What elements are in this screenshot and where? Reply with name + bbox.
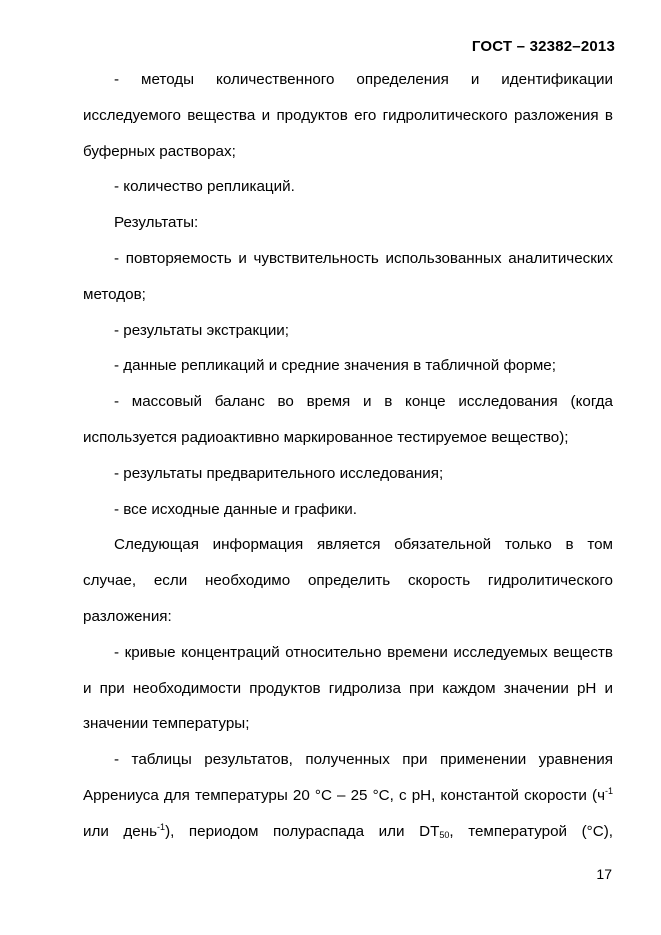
arrhenius-text-2: или день [83,822,158,840]
paragraph-results-heading: Результаты: [114,214,199,232]
hour-exponent: -1 [604,785,613,796]
paragraph-replication-data: - данные репликаций и средние значения в табличной форме; [114,357,556,375]
document-body [83,62,613,850]
paragraph-preliminary: - результаты предварительного исследования; [114,464,444,482]
paragraph-extraction: - результаты экстракции; [114,321,290,339]
arrhenius-text-1: - таблицы результатов, полученных при применении уравнения Аррениуса для температуры 20 °С – 25 °С, с рН, константой скорости (ч [83,751,613,804]
day-exponent: -1 [157,821,166,832]
paragraph-methods: - методы количественного определения и идентификации исследуемого вещества и продуктов его гидролитического разложения в буферных растворах; [83,71,613,160]
arrhenius-text-3: ), периодом полураспада или DT [165,822,440,840]
paragraph-raw-data: - все исходные данные и графики. [114,500,358,518]
paragraph-repeatability: - повторяемость и чувствительность использованных аналитических методов; [83,249,613,303]
paragraph-mass-balance: - массовый баланс во время и в конце исследования (когда используется радиоактивно маркированное тестируемое вещество); [83,393,613,446]
paragraph-arrhenius-tables [83,742,613,849]
arrhenius-text-4: , температурой (°С), [449,822,613,840]
paragraph-replications: - количество репликаций. [114,178,295,196]
dt-subscript: 50 [439,829,450,840]
paragraph-hydrolysis-rate: Следующая информация является обязательной только в том случае, если необходимо определить скорость гидролитического разложения: [83,536,613,625]
page-number: 17 [596,866,612,882]
document-code-header: ГОСТ – 32382–2013 [471,38,615,55]
paragraph-concentration-curves: - кривые концентраций относительно времени исследуемых веществ и при необходимости продуктов гидролиза при каждом значении рН и значении температуры; [83,643,613,733]
